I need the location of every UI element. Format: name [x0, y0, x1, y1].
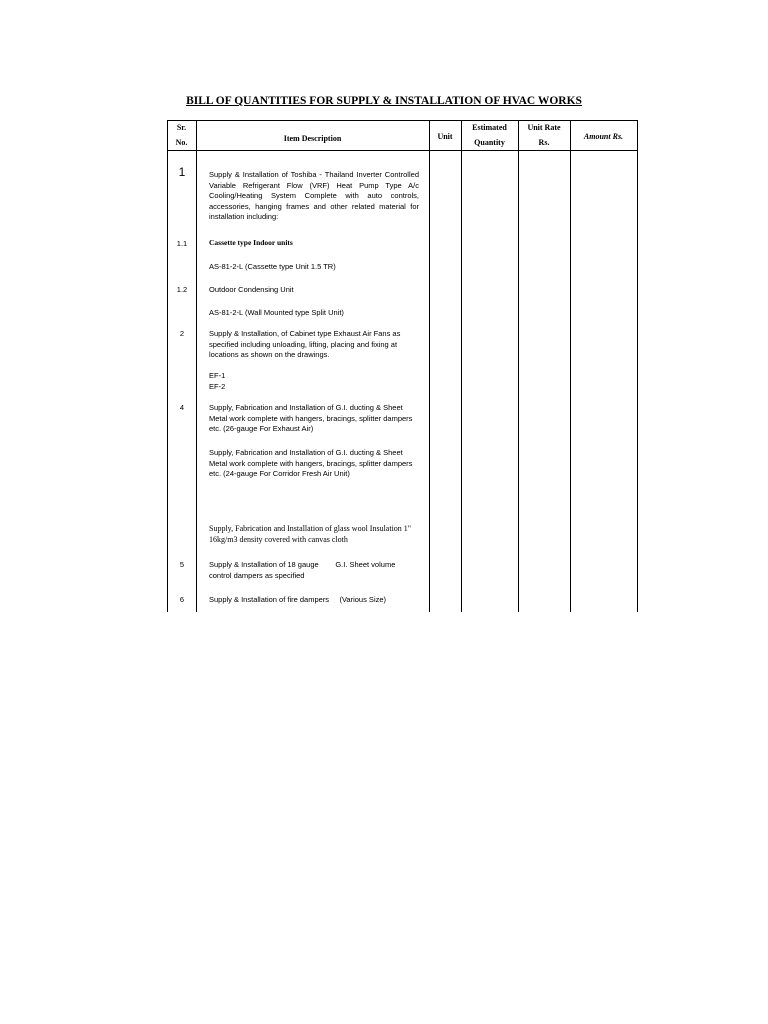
column-divider	[518, 120, 519, 612]
header-unit: Unit	[437, 132, 453, 141]
header-sr-line2: No.	[175, 138, 188, 147]
item-number: 1	[178, 165, 186, 179]
item-description: AS-81-2-L (Cassette type Unit 1.5 TR)	[209, 262, 336, 271]
table-right-border	[637, 120, 638, 612]
item-description: AS-81-2-L (Wall Mounted type Split Unit)	[209, 308, 344, 317]
item-description: EF-1	[209, 371, 226, 380]
item-description: Supply, Fabrication and Installation of glass wool Insulation 1" 16kg/m3 density covered with canvas cloth	[209, 524, 412, 544]
item-number: 2	[179, 329, 185, 338]
item-description: Supply, Fabrication and Installation of G.I. ducting & Sheet Metal work complete with hangers, bracings, splitter dampers etc. (26-gauge For Exhaust Air)	[209, 403, 413, 434]
header-qty-line2: Quantity	[474, 138, 505, 147]
item-description: EF-2	[209, 382, 226, 391]
header-rate-line2: Rs.	[538, 138, 550, 147]
item-description: Cassette type Indoor units	[209, 238, 293, 247]
header-sr-no	[167, 120, 196, 150]
item-description: Supply & Installation, of Cabinet type Exhaust Air Fans as specified including unloading, lifting, placing and fixing at locations as shown on the drawings.	[209, 329, 401, 360]
header-rate-line1: Unit Rate	[527, 123, 561, 132]
header-amount: Amount Rs.	[583, 132, 624, 141]
item-number: 5	[179, 560, 185, 569]
header-item-description: Item Description	[283, 134, 342, 143]
header-unit-rate	[518, 120, 570, 150]
column-divider	[429, 120, 430, 612]
column-divider	[570, 120, 571, 612]
item-description: Supply, Fabrication and Installation of G.I. ducting & Sheet Metal work complete with hangers, bracings, splitter dampers etc. (24-gauge For Corridor Fresh Air Unit)	[209, 448, 413, 479]
item-description: Supply & Installation of Toshiba - Thailand Inverter Controlled Variable Refrigerant Flow (VRF) Heat Pump Type A/c Cooling/Heating System Complete with auto controls, accessories, hanging frames and other related material for installation including:	[209, 170, 419, 222]
item-number: 1.1	[176, 239, 188, 248]
item-number: 4	[179, 403, 185, 412]
item-description: Supply & Installation of fire dampers (Various Size)	[209, 595, 387, 604]
column-divider	[461, 120, 462, 612]
item-number: 6	[179, 595, 185, 604]
table-left-border	[167, 120, 168, 612]
header-bottom-border	[167, 150, 637, 151]
item-description: Supply & Installation of 18 gauge G.I. Sheet volume control dampers as specified	[209, 560, 398, 580]
item-number: 1.2	[176, 285, 188, 294]
header-estimated-quantity	[461, 120, 518, 150]
header-qty-line1: Estimated	[472, 123, 507, 132]
item-description: Outdoor Condensing Unit	[209, 285, 294, 294]
document-title: BILL OF QUANTITIES FOR SUPPLY & INSTALLATION OF HVAC WORKS	[186, 95, 582, 107]
header-sr-line1: Sr.	[176, 123, 187, 132]
column-divider	[196, 120, 197, 612]
